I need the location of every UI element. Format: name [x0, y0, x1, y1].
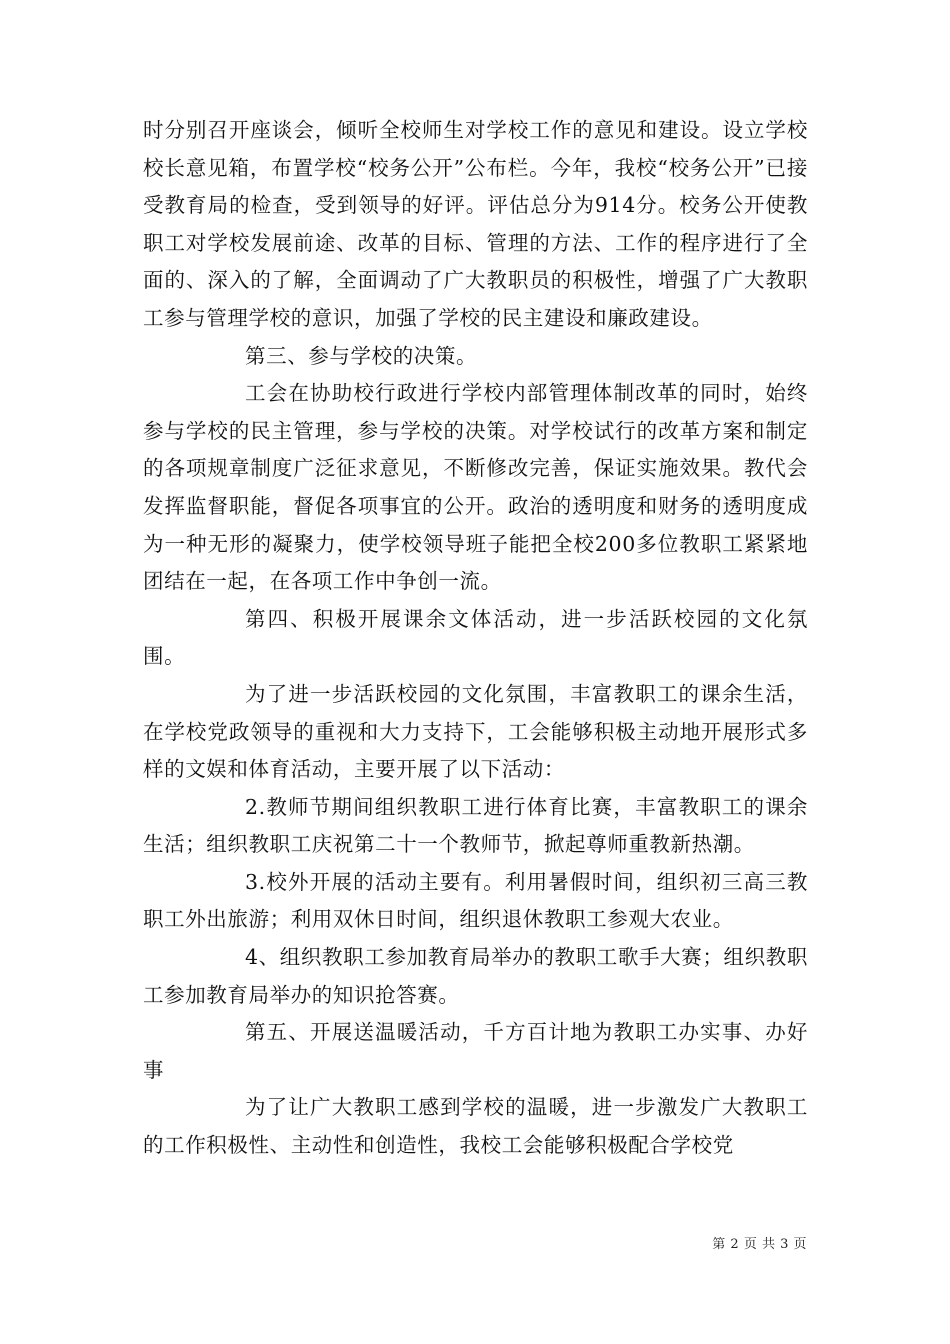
paragraph-10: 为了让广大教职工感到学校的温暖，进一步激发广大教职工的工作积极性、主动性和创造性，我校工会能够积极配合学校党	[143, 1095, 808, 1158]
paragraph-1: 时分别召开座谈会，倾听全校师生对学校工作的意见和建设。设立学校校长意见箱，布置学校“校务公开”公布栏。今年，我校“校务公开”已接受教育局的检查，受到领导的好评。评估总分为914分。校务公开使教职工对学校发展前途、改革的目标、管理的方法、工作的程序进行了全面的、深入的了解，全面调动了广大教职员的积极性，增强了广大教职工参与管理学校的意识，加强了学校的民主建设和廉政建设。	[143, 118, 808, 330]
section-heading-3: 第三、参与学校的决策。	[245, 343, 478, 368]
paragraph-3: 工会在协助校行政进行学校内部管理体制改革的同时，始终参与学校的民主管理，参与学校的决策。对学校试行的改革方案和制定的各项规章制度广泛征求意见，不断修改完善，保证实施效果。教代会发挥监督职能，督促各项事宜的公开。政治的透明度和财务的透明度成为一种无形的凝聚力，使学校领导班子能把全校200多位教职工紧紧地团结在一起，在各项工作中争创一流。	[143, 381, 808, 594]
list-item-2: 2.教师节期间组织教职工进行体育比赛，丰富教职工的课余生活；组织教职工庆祝第二十一个教师节，掀起尊师重教新热潮。	[143, 794, 808, 857]
paragraph-5: 为了进一步活跃校园的文化氛围，丰富教职工的课余生活，在学校党政领导的重视和大力支持下，工会能够积极主动地开展形式多样的文娱和体育活动，主要开展了以下活动：	[143, 681, 808, 782]
list-item-3: 3.校外开展的活动主要有。利用暑假时间，组织初三高三教职工外出旅游；利用双休日时间，组织退休教职工参观大农业。	[143, 869, 808, 932]
page-number-footer: 第 2 页 共 3 页	[712, 1237, 807, 1252]
section-heading-5: 第五、开展送温暖活动，千方百计地为教职工办实事、办好事	[143, 1020, 808, 1082]
list-item-4: 4、组织教职工参加教育局举办的教职工歌手大赛；组织教职工参加教育局举办的知识抢答赛。	[143, 945, 808, 1007]
document-body	[143, 112, 808, 1165]
section-heading-4: 第四、积极开展课余文体活动，进一步活跃校园的文化氛围。	[143, 606, 808, 669]
